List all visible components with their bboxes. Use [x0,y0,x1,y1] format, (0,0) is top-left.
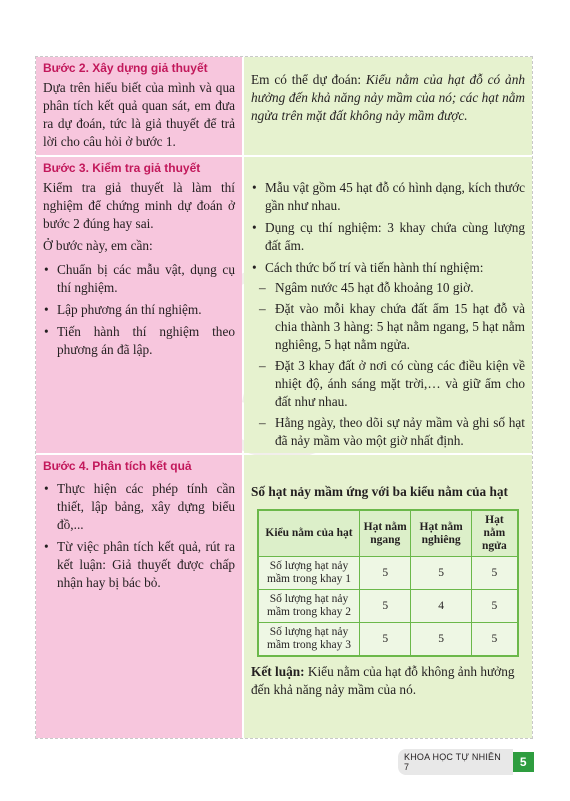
procedure-item: – Hằng ngày, theo dõi sự nảy mầm và ghi số hạt đã nảy mầm vào một giờ nhất định. [251,414,525,450]
procedure-heading: Cách thức bố trí và tiến hành thí nghiệm: [265,260,484,275]
step2-prediction [251,71,525,125]
table-cell: 5 [471,623,518,657]
list-item: • Lập phương án thí nghiệm. [43,301,235,319]
step3-right-list [251,179,525,450]
step2-right-cell [244,57,532,155]
list-item: • Thực hiện các phép tính cần thiết, lập bảng, xây dựng biểu đồ,... [43,480,235,534]
procedure-item: – Đặt 3 khay đất ở nơi có cùng các điều kiện về nhiệt độ, ánh sáng mặt trời,… và giữ ẩm cho đất như nhau. [251,357,525,411]
step2-left-cell [36,57,242,155]
table-row [258,590,518,623]
step3-prompt: Ở bước này, em cần: [43,238,153,253]
table-cell: 5 [471,590,518,623]
step2-description: Dựa trên hiểu biết của mình và qua phân tích kết quả quan sát, em đưa ra dự đoán, tức là giả thuyết để trả lời cho câu hỏi ở bước 1. [43,80,235,149]
conclusion-label: Kết luận: [251,664,305,679]
step3-left-cell [36,157,242,453]
list-item [251,259,525,450]
step4-left-list [43,480,235,592]
table-header-cell: Hạt nằm ngửa [471,510,518,557]
row-label: Số lượng hạt nảy mầm trong khay 1 [258,557,360,590]
table-header-cell: Kiểu nằm của hạt [258,510,360,557]
table-cell: 5 [411,623,471,657]
table-cell: 5 [471,557,518,590]
table-row [258,557,518,590]
table-cell: 5 [360,590,411,623]
list-item: • Dụng cụ thí nghiệm: 3 khay chứa cùng lượng đất ẩm. [251,219,525,255]
row-label: Số lượng hạt nảy mầm trong khay 3 [258,623,360,657]
step4-title: Bước 4. Phân tích kết quả [43,459,192,473]
prediction-hypothesis: Kiểu nằm của hạt đỗ có ảnh hưởng đến khả năng nảy mầm của nó; các hạt nằm ngửa trên mặt đất không nảy mầm được. [251,72,525,123]
step3-intro: Kiểm tra giả thuyết là làm thí nghiệm để chứng minh dự đoán ở bước 2 đúng hay sai. [43,180,235,231]
procedure-list [251,279,525,450]
table-cell: 5 [411,557,471,590]
procedure-item: – Ngâm nước 45 hạt đỗ khoảng 10 giờ. [251,279,525,297]
table-header-row [258,510,518,557]
germination-table [257,509,519,657]
step2-title: Bước 2. Xây dựng giả thuyết [43,61,208,75]
step3-title: Bước 3. Kiểm tra giả thuyết [43,161,201,175]
table-cell: 5 [360,557,411,590]
page-footer [398,752,534,772]
footer-subject: KHOA HỌC TỰ NHIÊN 7 [398,749,513,775]
table-header-cell: Hạt nằm ngang [360,510,411,557]
conclusion [251,663,525,699]
procedure-item: – Đặt vào mỗi khay chứa đất ẩm 15 hạt đỗ và chia thành 3 hàng: 5 hạt nằm ngang, 5 hạt nằm nghiêng, 5 hạt nằm ngửa. [251,300,525,354]
list-item: • Mẫu vật gồm 45 hạt đỗ có hình dạng, kích thước gần như nhau. [251,179,525,215]
step3-right-cell [244,157,532,453]
table-title: Số hạt nảy mầm ứng với ba kiểu nằm của hạt [251,484,508,499]
page-number: 5 [513,752,535,772]
table-cell: 5 [360,623,411,657]
table-header-cell: Hạt nằm nghiêng [411,510,471,557]
step3-left-list [43,261,235,359]
list-item: • Chuẩn bị các mẫu vật, dụng cụ thí nghiệm. [43,261,235,297]
list-item: • Từ việc phân tích kết quả, rút ra kết luận: Giả thuyết được chấp nhận hay bị bác bỏ. [43,538,235,592]
row-label: Số lượng hạt nảy mầm trong khay 2 [258,590,360,623]
list-item: • Tiến hành thí nghiệm theo phương án đã lập. [43,323,235,359]
prediction-prefix: Em có thể dự đoán: [251,72,366,87]
conclusion-text: Kiểu nằm của hạt đỗ không ảnh hưởng đến khả năng nảy mầm của nó. [251,664,515,697]
step4-left-cell [36,455,242,738]
step4-right-cell [244,455,532,738]
table-row [258,623,518,657]
table-cell: 4 [411,590,471,623]
